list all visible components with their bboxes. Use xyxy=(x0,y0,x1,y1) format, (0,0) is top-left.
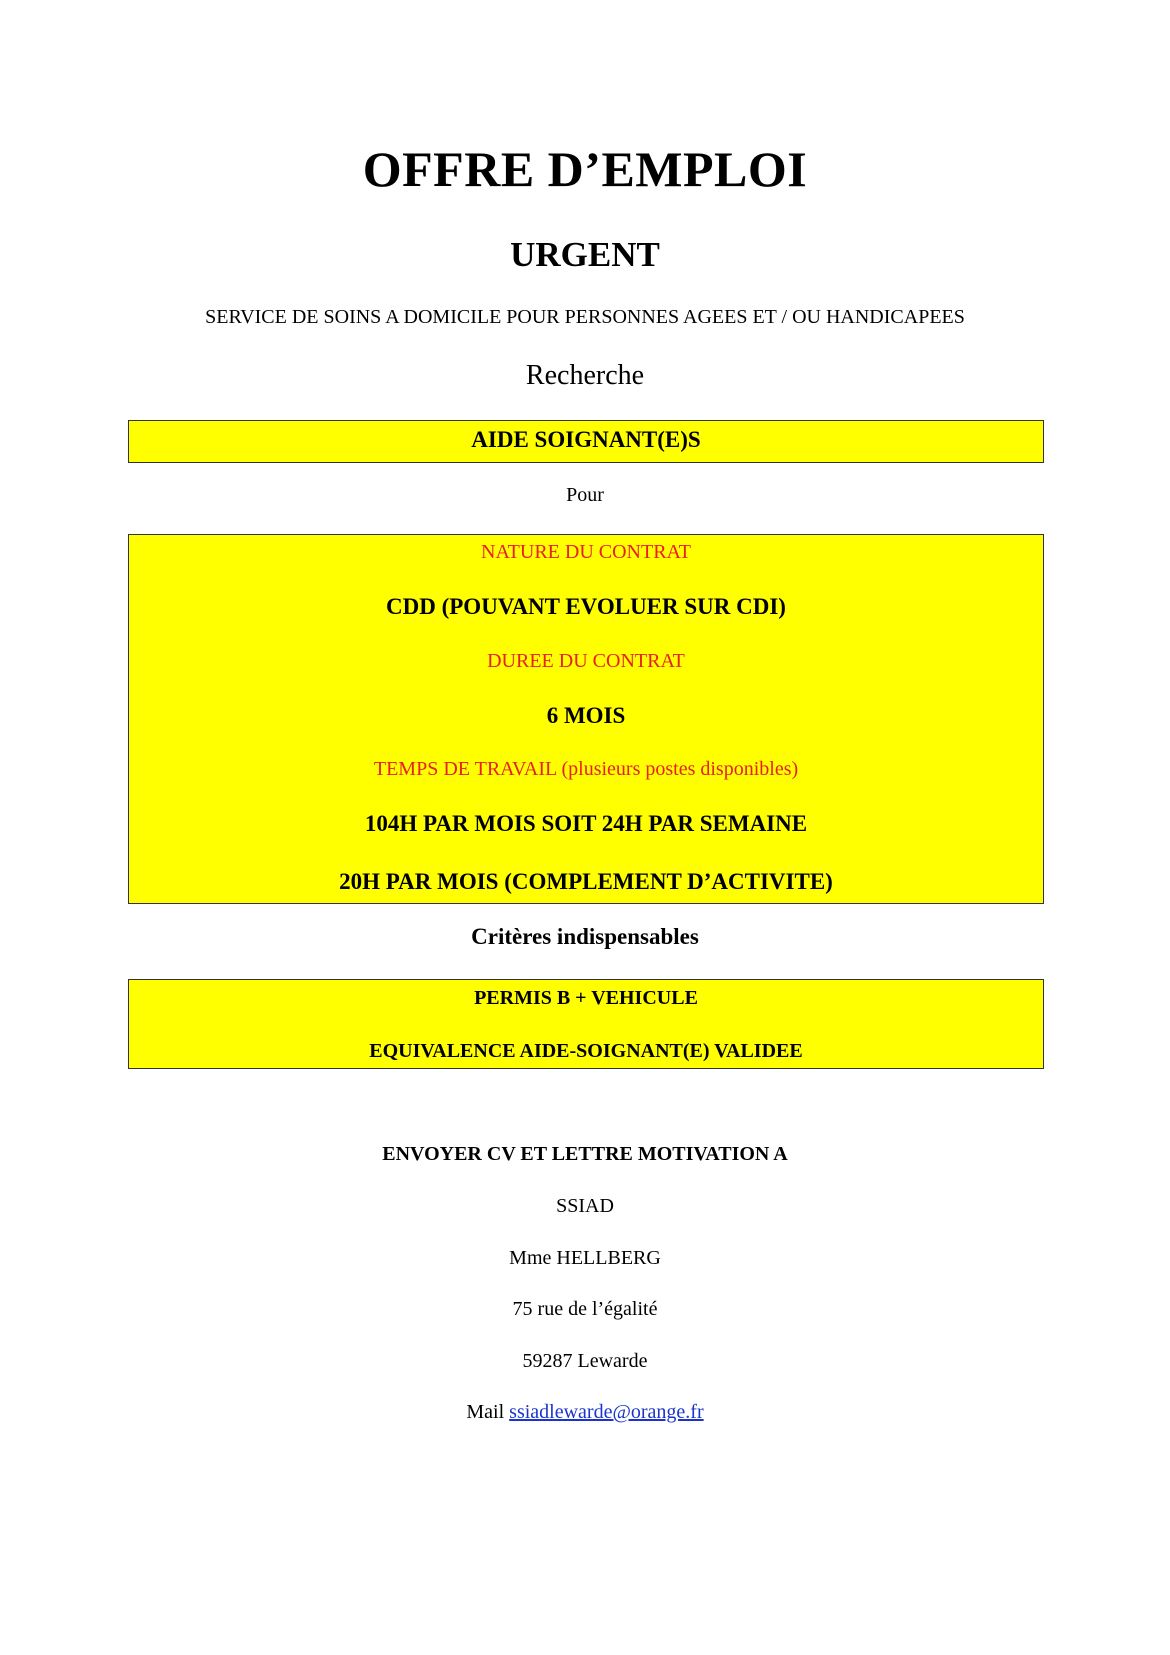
urgent-heading: URGENT xyxy=(510,235,660,274)
contract-box xyxy=(128,534,1044,904)
work-time-label: TEMPS DE TRAVAIL (plusieurs postes disponibles) xyxy=(373,758,799,780)
contract-nature-value: CDD (POUVANT EVOLUER SUR CDI) xyxy=(386,594,786,619)
criteria-heading: Critères indispensables xyxy=(471,924,699,949)
page-title: OFFRE D’EMPLOI xyxy=(362,141,808,197)
pour-text: Pour xyxy=(566,484,604,506)
job-title: AIDE SOIGNANT(E)S xyxy=(471,427,701,452)
mail-label: Mail xyxy=(466,1401,510,1423)
criteria-box xyxy=(128,979,1044,1069)
contact-city: 59287 Lewarde xyxy=(522,1350,648,1372)
contact-person: Mme HELLBERG xyxy=(509,1247,661,1269)
contact-mail-line xyxy=(0,1401,1170,1424)
contract-duration-value: 6 MOIS xyxy=(546,703,626,728)
contact-street: 75 rue de l’égalité xyxy=(512,1298,658,1320)
criteria-item-license: PERMIS B + VEHICULE xyxy=(474,987,698,1009)
work-time-value-2: 20H PAR MOIS (COMPLEMENT D’ACTIVITE) xyxy=(339,869,833,894)
contact-org: SSIAD xyxy=(556,1195,614,1217)
service-description: SERVICE DE SOINS A DOMICILE POUR PERSONNES AGEES ET / OU HANDICAPEES xyxy=(205,306,965,328)
recherche-text: Recherche xyxy=(525,360,645,391)
work-time-value-1: 104H PAR MOIS SOIT 24H PAR SEMAINE xyxy=(364,811,808,836)
send-instructions: ENVOYER CV ET LETTRE MOTIVATION A xyxy=(382,1143,788,1165)
criteria-item-equivalence: EQUIVALENCE AIDE-SOIGNANT(E) VALIDEE xyxy=(369,1040,803,1062)
contract-nature-label: NATURE DU CONTRAT xyxy=(481,541,691,563)
contract-duration-label: DUREE DU CONTRAT xyxy=(487,650,685,672)
email-link[interactable]: ssiadlewarde@orange.fr xyxy=(509,1401,704,1423)
job-title-box xyxy=(128,420,1044,463)
